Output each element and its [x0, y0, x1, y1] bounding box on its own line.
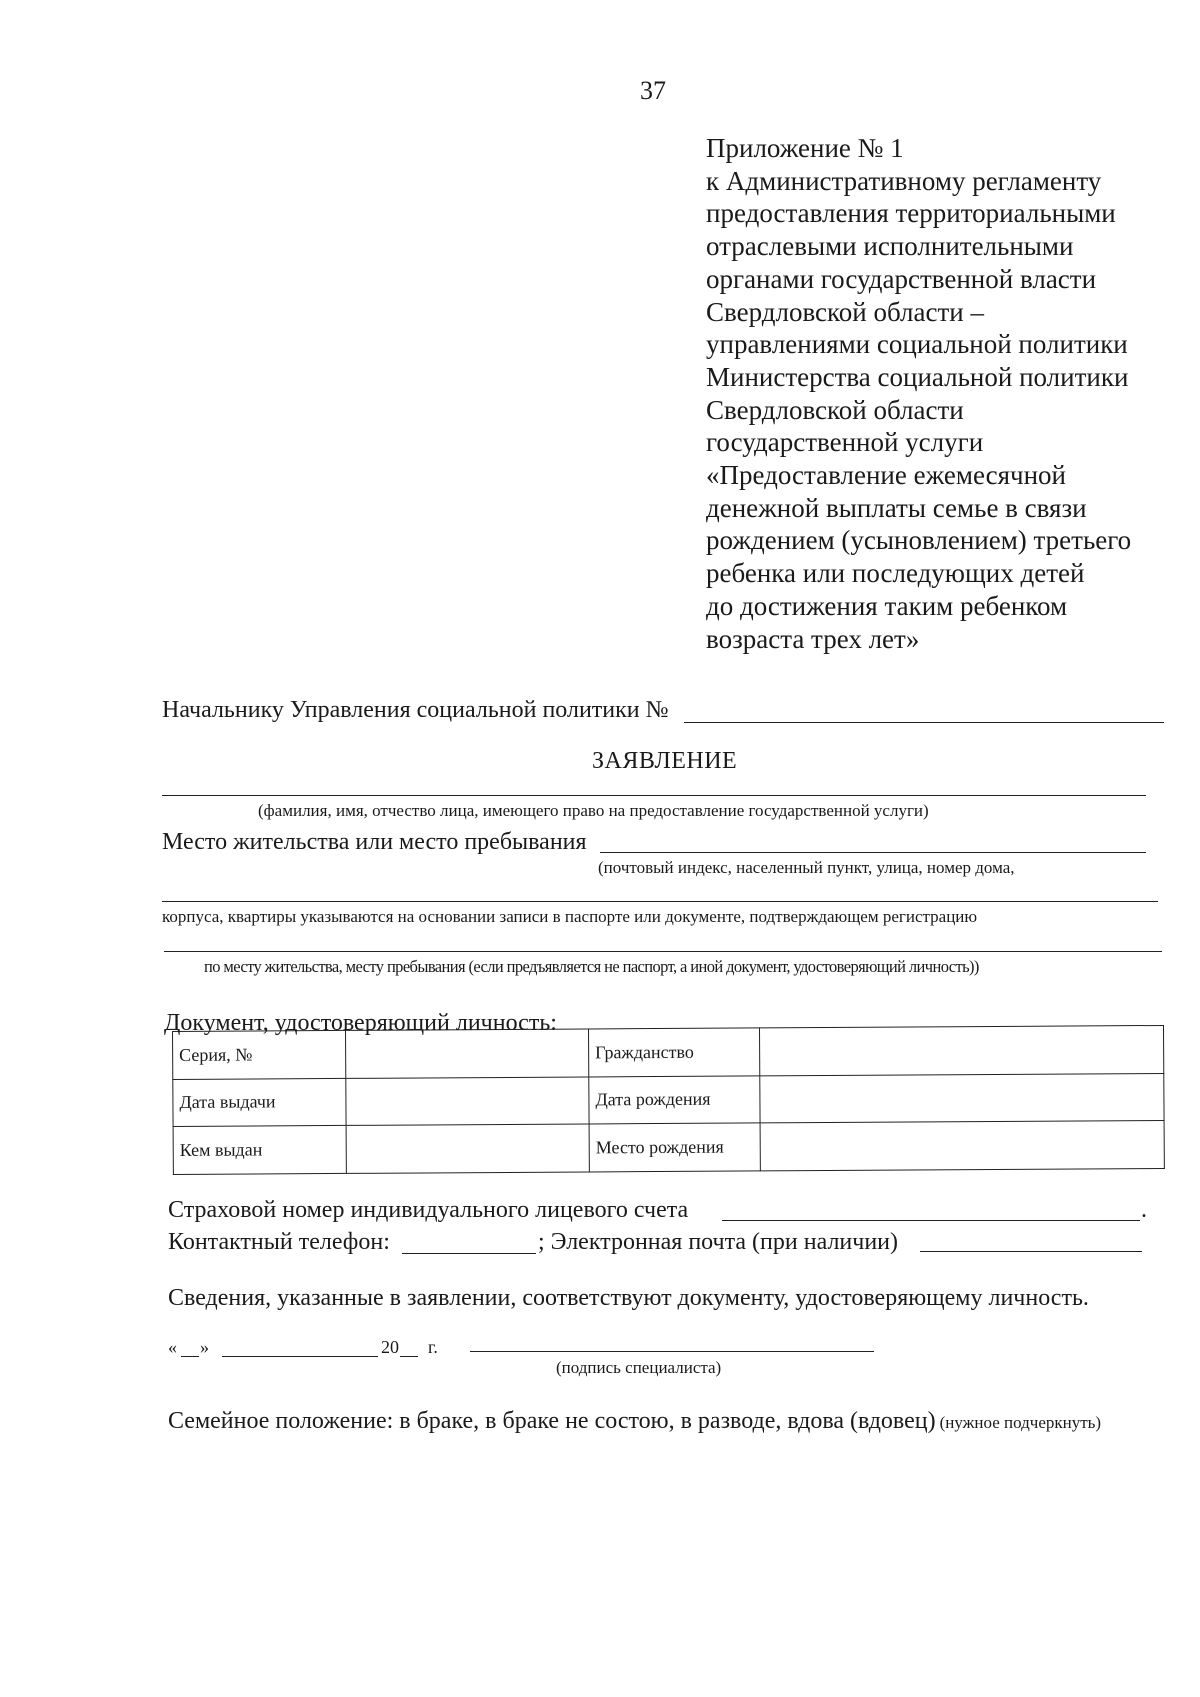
snils-field[interactable]: [722, 1220, 1140, 1221]
citizenship-label: Гражданство: [588, 1028, 759, 1077]
snils-label: Страховой номер индивидуального лицевого счета: [168, 1197, 689, 1223]
specialist-signature-field[interactable]: [470, 1351, 874, 1352]
appendix-line: управлениями социальной политики: [706, 329, 1128, 360]
document-title: ЗАЯВЛЕНИЕ: [592, 748, 738, 774]
snils-end: .: [1141, 1197, 1147, 1223]
department-number-field[interactable]: [684, 722, 1164, 723]
appendix-line: государственной услуги: [706, 427, 984, 458]
residence-caption-2: корпуса, квартиры указываются на основании записи в паспорте или документе, подтверждающем регистрацию: [162, 907, 978, 926]
issued-by-field[interactable]: [346, 1124, 589, 1173]
appendix-line: рождением (усыновлением) третьего: [706, 525, 1132, 556]
residence-field[interactable]: [600, 852, 1146, 853]
table-row: [173, 1121, 1164, 1175]
appendix-line: ребенка или последующих детей: [706, 558, 1085, 589]
appendix-line: Свердловской области: [706, 394, 964, 425]
residence-caption-1: (почтовый индекс, населенный пункт, улица, номер дома,: [598, 858, 1015, 877]
table-row: [173, 1073, 1164, 1127]
fio-field[interactable]: [162, 795, 1146, 796]
date-day-field[interactable]: [181, 1356, 199, 1357]
addressee-label: Начальнику Управления социальной политики №: [162, 697, 669, 723]
issue-date-field[interactable]: [346, 1077, 589, 1126]
marital-status-text: Семейное положение: в браке, в браке не состою, в разводе, вдова (вдовец): [168, 1408, 936, 1434]
fio-caption: (фамилия, имя, отчество лица, имеющего право на предоставление государственной услуги): [258, 801, 929, 820]
appendix-line: органами государственной власти: [706, 263, 1097, 294]
appendix-line: Министерства социальной политики: [706, 361, 1129, 392]
appendix-line: до достижения таким ребенком: [706, 590, 1068, 621]
signature-caption: (подпись специалиста): [556, 1358, 722, 1377]
marital-status-hint: (нужное подчеркнуть): [939, 1413, 1102, 1432]
id-document-table: [172, 1025, 1165, 1175]
page-number: 37: [640, 76, 666, 105]
date-year-field[interactable]: [400, 1356, 418, 1357]
birth-place-field[interactable]: [760, 1121, 1164, 1171]
appendix-line: к Административному регламенту: [706, 165, 1102, 196]
residence-label: Место жительства или место пребывания: [162, 829, 587, 855]
birth-date-label: Дата рождения: [589, 1076, 760, 1125]
issue-date-label: Дата выдачи: [173, 1078, 346, 1127]
confirmation-text: Сведения, указанные в заявлении, соответствуют документу, удостоверяющему личность.: [168, 1285, 1089, 1311]
residence-field-line-3[interactable]: [164, 951, 1162, 952]
issued-by-label: Кем выдан: [173, 1126, 346, 1175]
appendix-line: предоставления территориальными: [706, 198, 1116, 229]
email-field[interactable]: [920, 1251, 1142, 1252]
residence-field-line-2[interactable]: [162, 901, 1158, 902]
marital-status: [168, 1408, 1101, 1435]
date-month-field[interactable]: [222, 1356, 378, 1357]
phone-label: Контактный телефон:: [168, 1229, 390, 1255]
id-document-label: Документ, удостоверяющий личность:: [164, 1010, 557, 1036]
appendix-line: денежной выплаты семье в связи: [706, 492, 1087, 523]
email-label: ; Электронная почта (при наличии): [538, 1229, 899, 1255]
table-row: [173, 1025, 1164, 1079]
date-close-quote: »: [200, 1337, 209, 1357]
appendix-line: Приложение № 1: [706, 133, 904, 163]
phone-field[interactable]: [402, 1253, 536, 1254]
birth-date-field[interactable]: [760, 1073, 1164, 1123]
date-year-prefix: 20: [381, 1337, 399, 1357]
appendix-line: Свердловской области –: [706, 296, 984, 327]
appendix-line: «Предоставление ежемесячной: [706, 460, 1067, 491]
appendix-header: [706, 132, 1186, 655]
date-year-suffix: г.: [428, 1337, 438, 1357]
series-number-label: Серия, №: [173, 1030, 346, 1079]
date-open-quote: «: [168, 1337, 177, 1357]
appendix-line: отраслевыми исполнительными: [706, 231, 1074, 262]
citizenship-field[interactable]: [759, 1025, 1163, 1075]
birth-place-label: Место рождения: [589, 1123, 760, 1172]
residence-caption-3: по месту жительства, месту пребывания (если предъявляется не паспорт, а иной документ, удостоверяющий личность)): [204, 957, 979, 976]
appendix-line: возраста трех лет»: [706, 623, 920, 654]
series-number-field[interactable]: [345, 1029, 588, 1078]
